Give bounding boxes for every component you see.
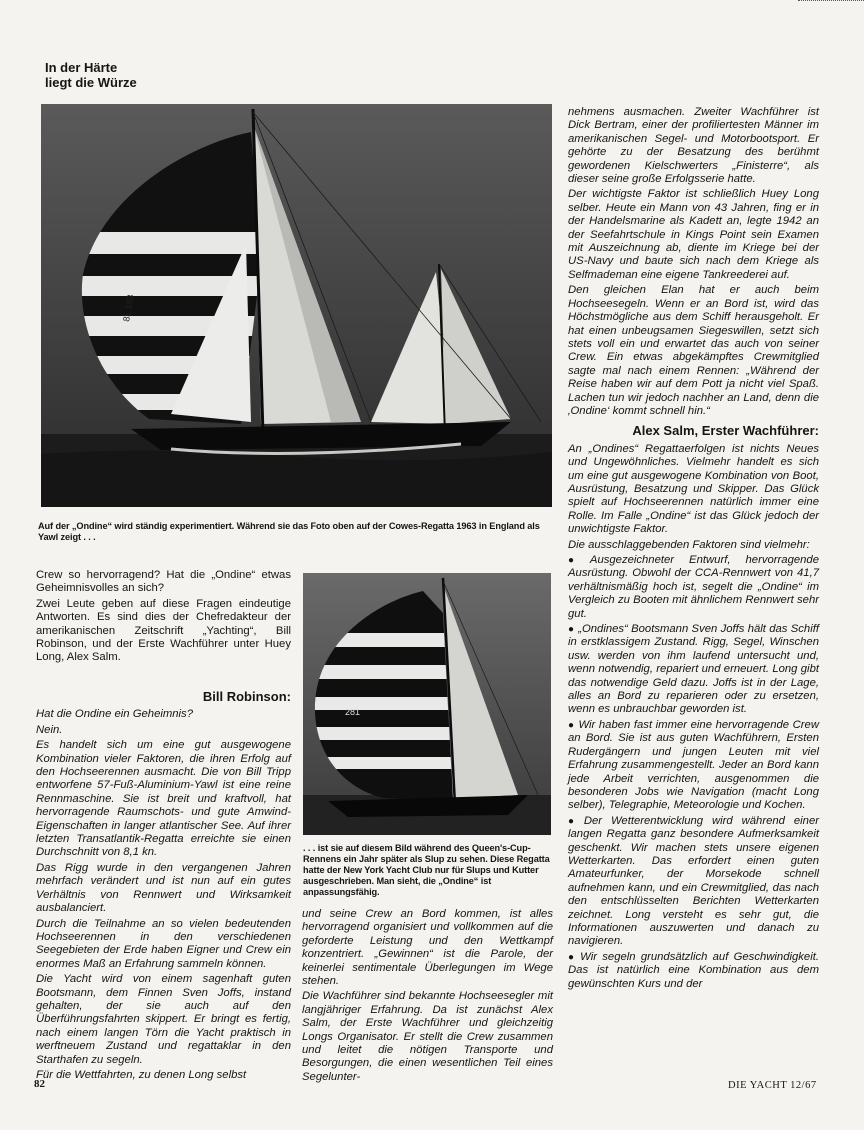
- headline-line-1: In der Härte: [45, 60, 118, 75]
- factor-bullet-item: ● Der Wetterentwicklung wird während einer langen Regatta ganz besondere Aufmerksamkeit geschenkt. Wir machen stets unsere eigenen Wetterkarten. Das erfordert einen guten Amateurfunker, der Morsekode schnell aufnehmen kann, und ein Crewmitglied, das nach den entschlüsselten Berichten Wetterkarten zeichnet. Long versteht es sehr gut, die Informationen auszuwerten und danach zu navigieren.: [568, 815, 819, 949]
- yawl-photo-illustration: [41, 104, 552, 507]
- body-paragraph: An „Ondines“ Regattaerfolgen ist nichts Neues und Ungewöhnliches. Vielmehr handelt es sich um eine gut ausgewogene Kombination von Boot, Ausrüstung, Besatzung und Skipper. Das Glück spielt auf Hochseerennen natürlich immer eine Rolle. Im Falle „Ondine“ ist das Glück jedoch der unwichtigste Faktor.: [568, 442, 819, 536]
- body-paragraph: Der wichtigste Faktor ist schließlich Huey Long selber. Heute ein Mann von 43 Jahren, fing er in der Handelsmarine als Kadett an, legte 1942 an der Seefahrtschule in Kings Point sein Examen mit Auszeichnung ab, diente im Kriege bei der US-Navy und baute sich nach dem Kriege als Selfmademan eine eigene Tankreederei auf.: [568, 188, 819, 281]
- page-number: 82: [34, 1078, 45, 1090]
- sloop-photo-illustration: [303, 573, 551, 835]
- factor-bullet-item: ● Wir segeln grundsätzlich auf Geschwindigkeit. Das ist natürlich eine Kombination aus dem gewünschten Kurs und der: [568, 951, 819, 991]
- body-paragraph: Die Yacht wird von einem sagenhaft guten Bootsmann, dem Finnen Sven Joffs, instand gehalten, der sie auch auf den Überführungsfahrten skippert. Er bringt es fertig, nach einem langen Törn die Yacht praktisch in werftneuem Zustand und regattaklar in den Starthafen zu segeln.: [36, 973, 291, 1066]
- factor-bullet-item: ● Wir haben fast immer eine hervorragende Crew an Bord. Sie ist aus guten Wachführern, Ersten Rudergängern und jungen Leuten mit viel Erfahrung zusammengestellt. Jeder an Bord kann jede Arbeit verrichten, ausgenommen die besonderen Jobs wie Navigation (macht Long selber), Telegraphie, Meteorologie und Kochen.: [568, 719, 819, 813]
- column2-text: [302, 908, 553, 1086]
- column1-interview: [36, 684, 291, 1084]
- page-edge-mark: [798, 0, 864, 3]
- body-paragraph: Die ausschlaggebenden Faktoren sind vielmehr:: [568, 538, 810, 551]
- intro-paragraph: Crew so hervorragend? Hat die „Ondine“ etwas Geheimnisvolles an sich?: [36, 569, 291, 595]
- photo-ondine-sloop-queens-cup: [303, 573, 551, 835]
- bill-robinson-heading: Bill Robinson:: [202, 689, 291, 704]
- sloop-sail-number: 281: [345, 707, 361, 717]
- body-paragraph: Durch die Teilnahme an so vielen bedeutenden Hochseerennen in den verschiedenen Seegebieten der Erde haben Eigner und Crew ein enormes Maß an Erfahrung sammeln können.: [36, 917, 291, 970]
- magazine-issue-label: DIE YACHT 12/67: [728, 1080, 817, 1091]
- body-paragraph: Für die Wettfahrten, zu denen Long selbst: [36, 1068, 247, 1081]
- photo-ondine-yawl-cowes: [41, 104, 552, 507]
- body-paragraph: nehmens ausmachen. Zweiter Wachführer ist Dick Bertram, einer der profiliertesten Männer im amerikanischen Segel- und Motorbootsport. Er gehörte zu der Besatzung des berühmt gewordenen Kielschwerters „Finisterre“, als dieser seine große Erfolgsserie hatte.: [568, 106, 819, 186]
- alex-salm-heading: Alex Salm, Erster Wachführer:: [632, 423, 819, 439]
- factor-bullet-item: ● „Ondines“ Bootsmann Sven Joffs hält das Schiff in erstklassigem Zustand. Rigg, Segel, Winschen usw. werden von ihm laufend untersucht und, wenn notwendig, repariert und erneuert. Long gibt das notwendige Geld dazu. Joffs ist in der Lage, alles an Bord zu reparieren oder zu ersetzen, wenn es unbrauchbar geworden ist.: [568, 623, 819, 717]
- body-paragraph: und seine Crew an Bord kommen, ist alles hervorragend organisiert und vollkommen auf die geforderte Leistung und den Wettkampf konzentriert. „Gewinnen“ ist die Parole, der keinerlei sentimentale Überlegungen im Wege stehen.: [302, 908, 553, 988]
- body-paragraph: Das Rigg wurde in den vergangenen Jahren mehrfach verändert und ist nun auf ein gutes Verhältnis von Rennwert und Wirksamkeit ausbalanciert.: [36, 861, 291, 915]
- body-paragraph: Den gleichen Elan hat er auch beim Hochseesegeln. Wenn er an Bord ist, wird das Höchstmögliche aus dem Schiff herausgeholt. Er hat einen unbeugsamen Siegeswillen, setzt sich stets voll ein und erwartet das auch von seiner Crew. Ein etwas abgekämpftes Crewmitglied sagte mal nach einem Rennen: „Während der Reise haben wir auf dem Pott ja nicht viel Spaß. Lachen tun wir jedoch nachher an Land, denn die ‚Ondine‘ kommt schnell hin.“: [568, 284, 819, 417]
- sail-number-label: 8L 183: [121, 293, 136, 323]
- body-paragraph: Es handelt sich um eine gut ausgewogene Kombination vieler Faktoren, die ihren Erfolg auf den Hochseerennen ausmacht. Die von Bill Tripp entworfene 57-Fuß-Aluminium-Yawl ist eine reine Rennmaschine. Sie ist breit und kraftvoll, hat hervorragende Raumschots- und gute Amwind-Eigenschaften in langer atlantischer See. Auf ihrer letzten Transatlantik-Regatta erreichte sie einen Durchschnitt von 8,1 kn.: [36, 739, 291, 859]
- body-paragraph: Die Wachführer sind bekannte Hochseesegler mit langjähriger Erfahrung. Da ist zunächst Alex Salm, der Erste Wachführer und gleichzeitig Longs Organisator. Er stellt die Crew zusammen und leitet die nötigen Transporte und Besorgungen, die einen wesentlichen Teil eines Segelunter-: [302, 990, 553, 1083]
- interview-question: Hat die Ondine ein Geheimnis?: [36, 708, 193, 721]
- article-headline: [45, 60, 285, 90]
- factor-bullet-item: ● Ausgezeichneter Entwurf, hervorragende Ausrüstung. Obwohl der CCA-Rennwert von 41,7 verhältnismäßig hoch ist, segelt die „Ondine“ im Vergleich zu Booten mit ähnlichem Rennwert sehr gut.: [568, 554, 819, 621]
- intro-paragraph: Zwei Leute geben auf diese Fragen eindeutige Antworten. Es sind dies der Chefredakteur der amerikanischen Zeitschrift „Yachting“, Bill Robinson, und der Erste Wachführer unter Huey Long, Alex Salm.: [36, 597, 291, 664]
- column3-text: [568, 106, 819, 993]
- interview-answer: Nein.: [36, 723, 63, 736]
- headline-line-2: liegt die Würze: [45, 75, 137, 90]
- column1-intro: [36, 569, 291, 667]
- photo2-caption: . . . ist sie auf diesem Bild während des Queen's-Cup-Rennens ein Jahr später als Slup zu sehen. Diese Regatta hatte der New York Yacht Club nur für Slups und Kutter ausgeschrieben. Man sieht, die „Ondine“ ist anpassungsfähig.: [303, 843, 550, 897]
- photo1-caption: Auf der „Ondine“ wird ständig experimentiert. Während sie das Foto oben auf der Cowes-Regatta 1963 in England als Yawl zeigt . . .: [38, 521, 540, 542]
